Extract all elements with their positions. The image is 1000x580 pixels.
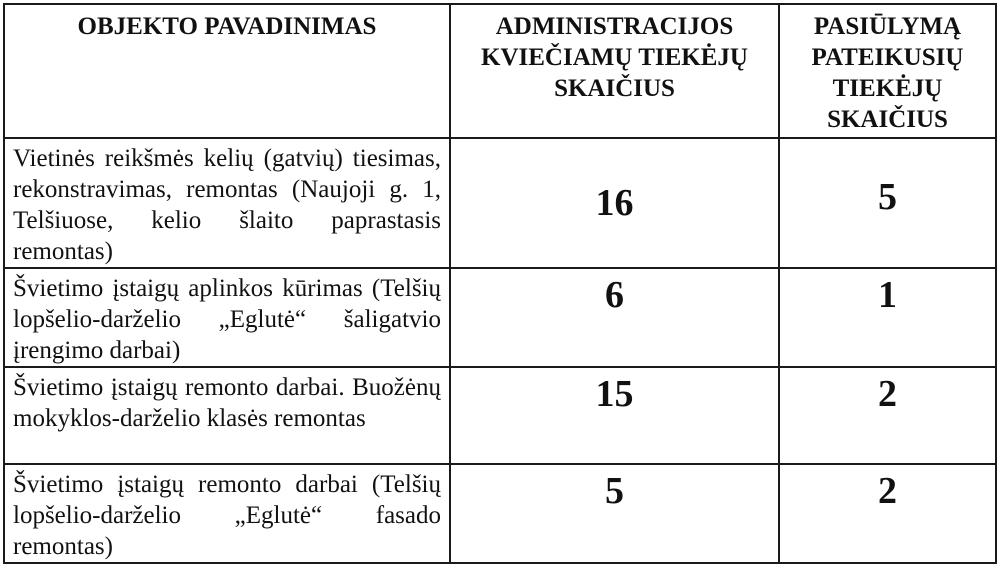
table-row	[4, 464, 996, 563]
submitted-count-cell: 2	[779, 464, 996, 563]
header-object-name: OBJEKTO PAVADINIMAS	[4, 4, 450, 138]
submitted-count-cell: 2	[779, 367, 996, 464]
suppliers-table	[3, 3, 997, 564]
object-name-cell: Švietimo įstaigų aplinkos kūrimas (Telšių lopšelio-darželio „Eglutė“ šaligatvio įrengimo darbai)	[4, 268, 450, 367]
submitted-count-cell: 1	[779, 268, 996, 367]
invited-count-cell: 16	[450, 138, 779, 268]
invited-count-cell: 5	[450, 464, 779, 563]
object-name-cell: Vietinės reikšmės kelių (gatvių) tiesimas, rekonstravimas, remontas (Naujoji g. 1, Telšiuose, kelio šlaito paprastasis remontas)	[4, 138, 450, 268]
object-name-cell: Švietimo įstaigų remonto darbai (Telšių lopšelio-darželio „Eglutė“ fasado remontas)	[4, 464, 450, 563]
invited-count-cell: 6	[450, 268, 779, 367]
header-invited-suppliers: ADMINISTRACIJOS KVIEČIAMŲ TIEKĖJŲ SKAIČIUS	[450, 4, 779, 138]
submitted-count-cell: 5	[779, 138, 996, 268]
table-row	[4, 138, 996, 268]
header-row	[4, 4, 996, 138]
header-submitted-suppliers: PASIŪLYMĄ PATEIKUSIŲ TIEKĖJŲ SKAIČIUS	[779, 4, 996, 138]
table-row	[4, 367, 996, 464]
object-name-cell: Švietimo įstaigų remonto darbai. Buožėnų mokyklos-darželio klasės remontas	[4, 367, 450, 464]
table-row	[4, 268, 996, 367]
invited-count-cell: 15	[450, 367, 779, 464]
